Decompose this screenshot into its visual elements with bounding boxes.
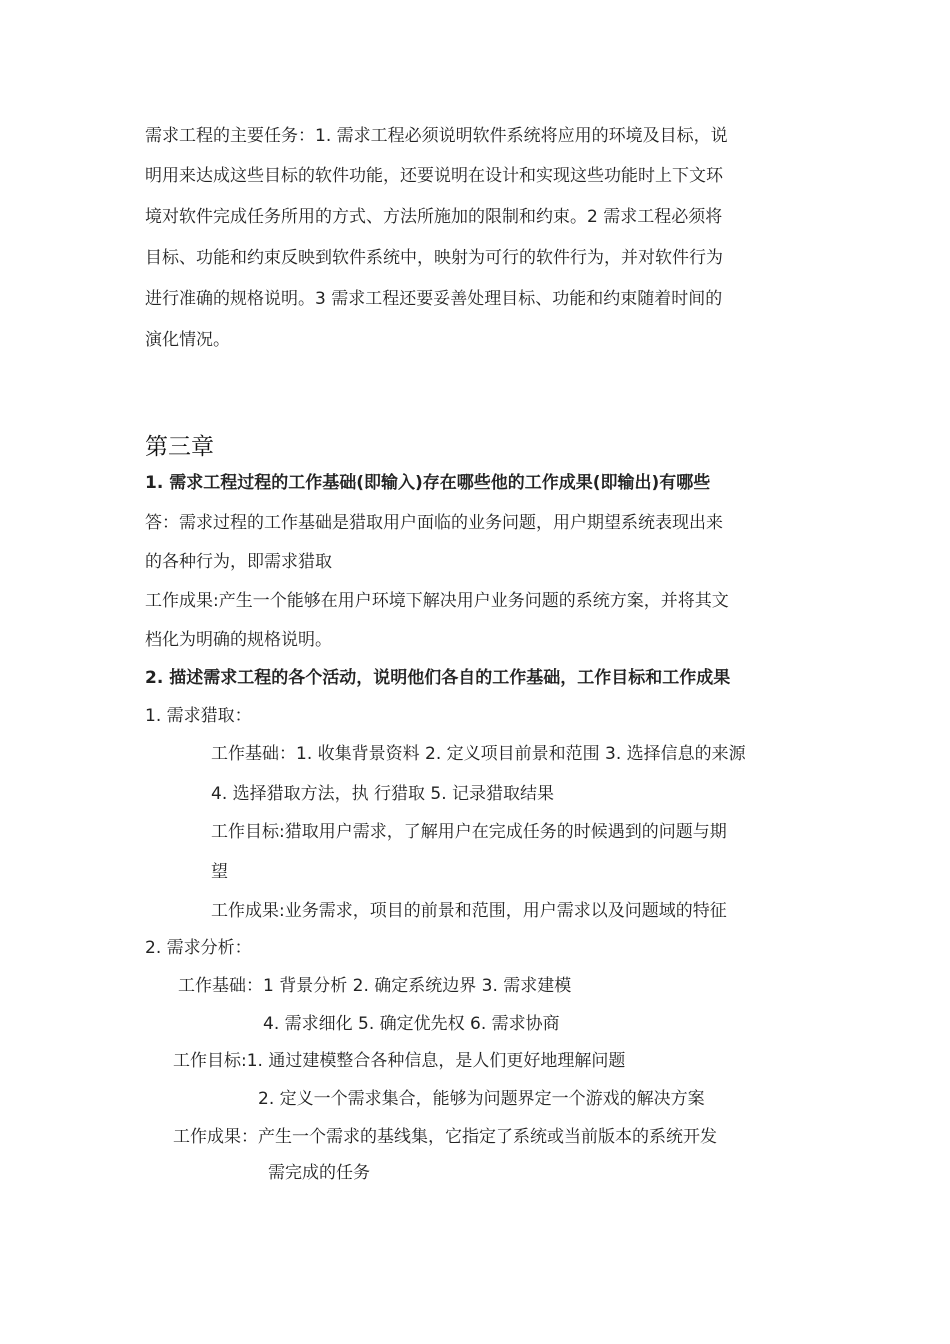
analysis-heading: 2. 需求分析： (145, 938, 252, 958)
analysis-line: 2. 定义一个需求集合，能够为问题界定一个游戏的解决方案 (258, 1089, 705, 1109)
answer-line: 档化为明确的规格说明。 (145, 630, 332, 650)
intro-line: 演化情况。 (145, 330, 230, 350)
question-2: 2. 描述需求工程的各个活动，说明他们各自的工作基础，工作目标和工作成果 (145, 668, 731, 688)
chapter-title: 第三章 (145, 434, 214, 460)
analysis-line: 需完成的任务 (268, 1163, 370, 1183)
answer-line: 的各种行为，即需求猎取 (145, 552, 332, 572)
elicitation-heading: 1. 需求猎取： (145, 706, 252, 726)
elicitation-line: 4. 选择猎取方法，执 行猎取 5. 记录猎取结果 (211, 784, 555, 804)
intro-line: 明用来达成这些目标的软件功能，还要说明在设计和实现这些功能时上下文环 (145, 166, 723, 186)
analysis-line: 4. 需求细化 5. 确定优先权 6. 需求协商 (263, 1014, 560, 1034)
elicitation-line: 工作成果:业务需求，项目的前景和范围，用户需求以及问题域的特征 (211, 901, 727, 921)
intro-line: 境对软件完成任务所用的方式、方法所施加的限制和约束。2 需求工程必须将 (145, 207, 723, 227)
analysis-line: 工作目标:1. 通过建模整合各种信息，是人们更好地理解问题 (173, 1051, 626, 1071)
answer-line: 答：需求过程的工作基础是猎取用户面临的业务问题，用户期望系统表现出来 (145, 513, 723, 533)
analysis-line: 工作成果：产生一个需求的基线集，它指定了系统或当前版本的系统开发 (173, 1127, 717, 1147)
intro-line: 目标、功能和约束反映到软件系统中，映射为可行的软件行为，并对软件行为 (145, 248, 723, 268)
elicitation-line: 工作基础：1. 收集背景资料 2. 定义项目前景和范围 3. 选择信息的来源 (211, 744, 746, 764)
elicitation-line: 望 (211, 862, 228, 882)
elicitation-line: 工作目标:猎取用户需求，了解用户在完成任务的时候遇到的问题与期 (211, 822, 727, 842)
question-1: 1. 需求工程过程的工作基础(即输入)存在哪些他的工作成果(即输出)有哪些 (145, 473, 711, 493)
intro-line: 需求工程的主要任务：1. 需求工程必须说明软件系统将应用的环境及目标，说 (145, 126, 728, 146)
intro-line: 进行准确的规格说明。3 需求工程还要妥善处理目标、功能和约束随着时间的 (145, 289, 723, 309)
analysis-line: 工作基础：1 背景分析 2. 确定系统边界 3. 需求建模 (178, 976, 572, 996)
answer-line: 工作成果:产生一个能够在用户环境下解决用户业务问题的系统方案，并将其文 (145, 591, 729, 611)
